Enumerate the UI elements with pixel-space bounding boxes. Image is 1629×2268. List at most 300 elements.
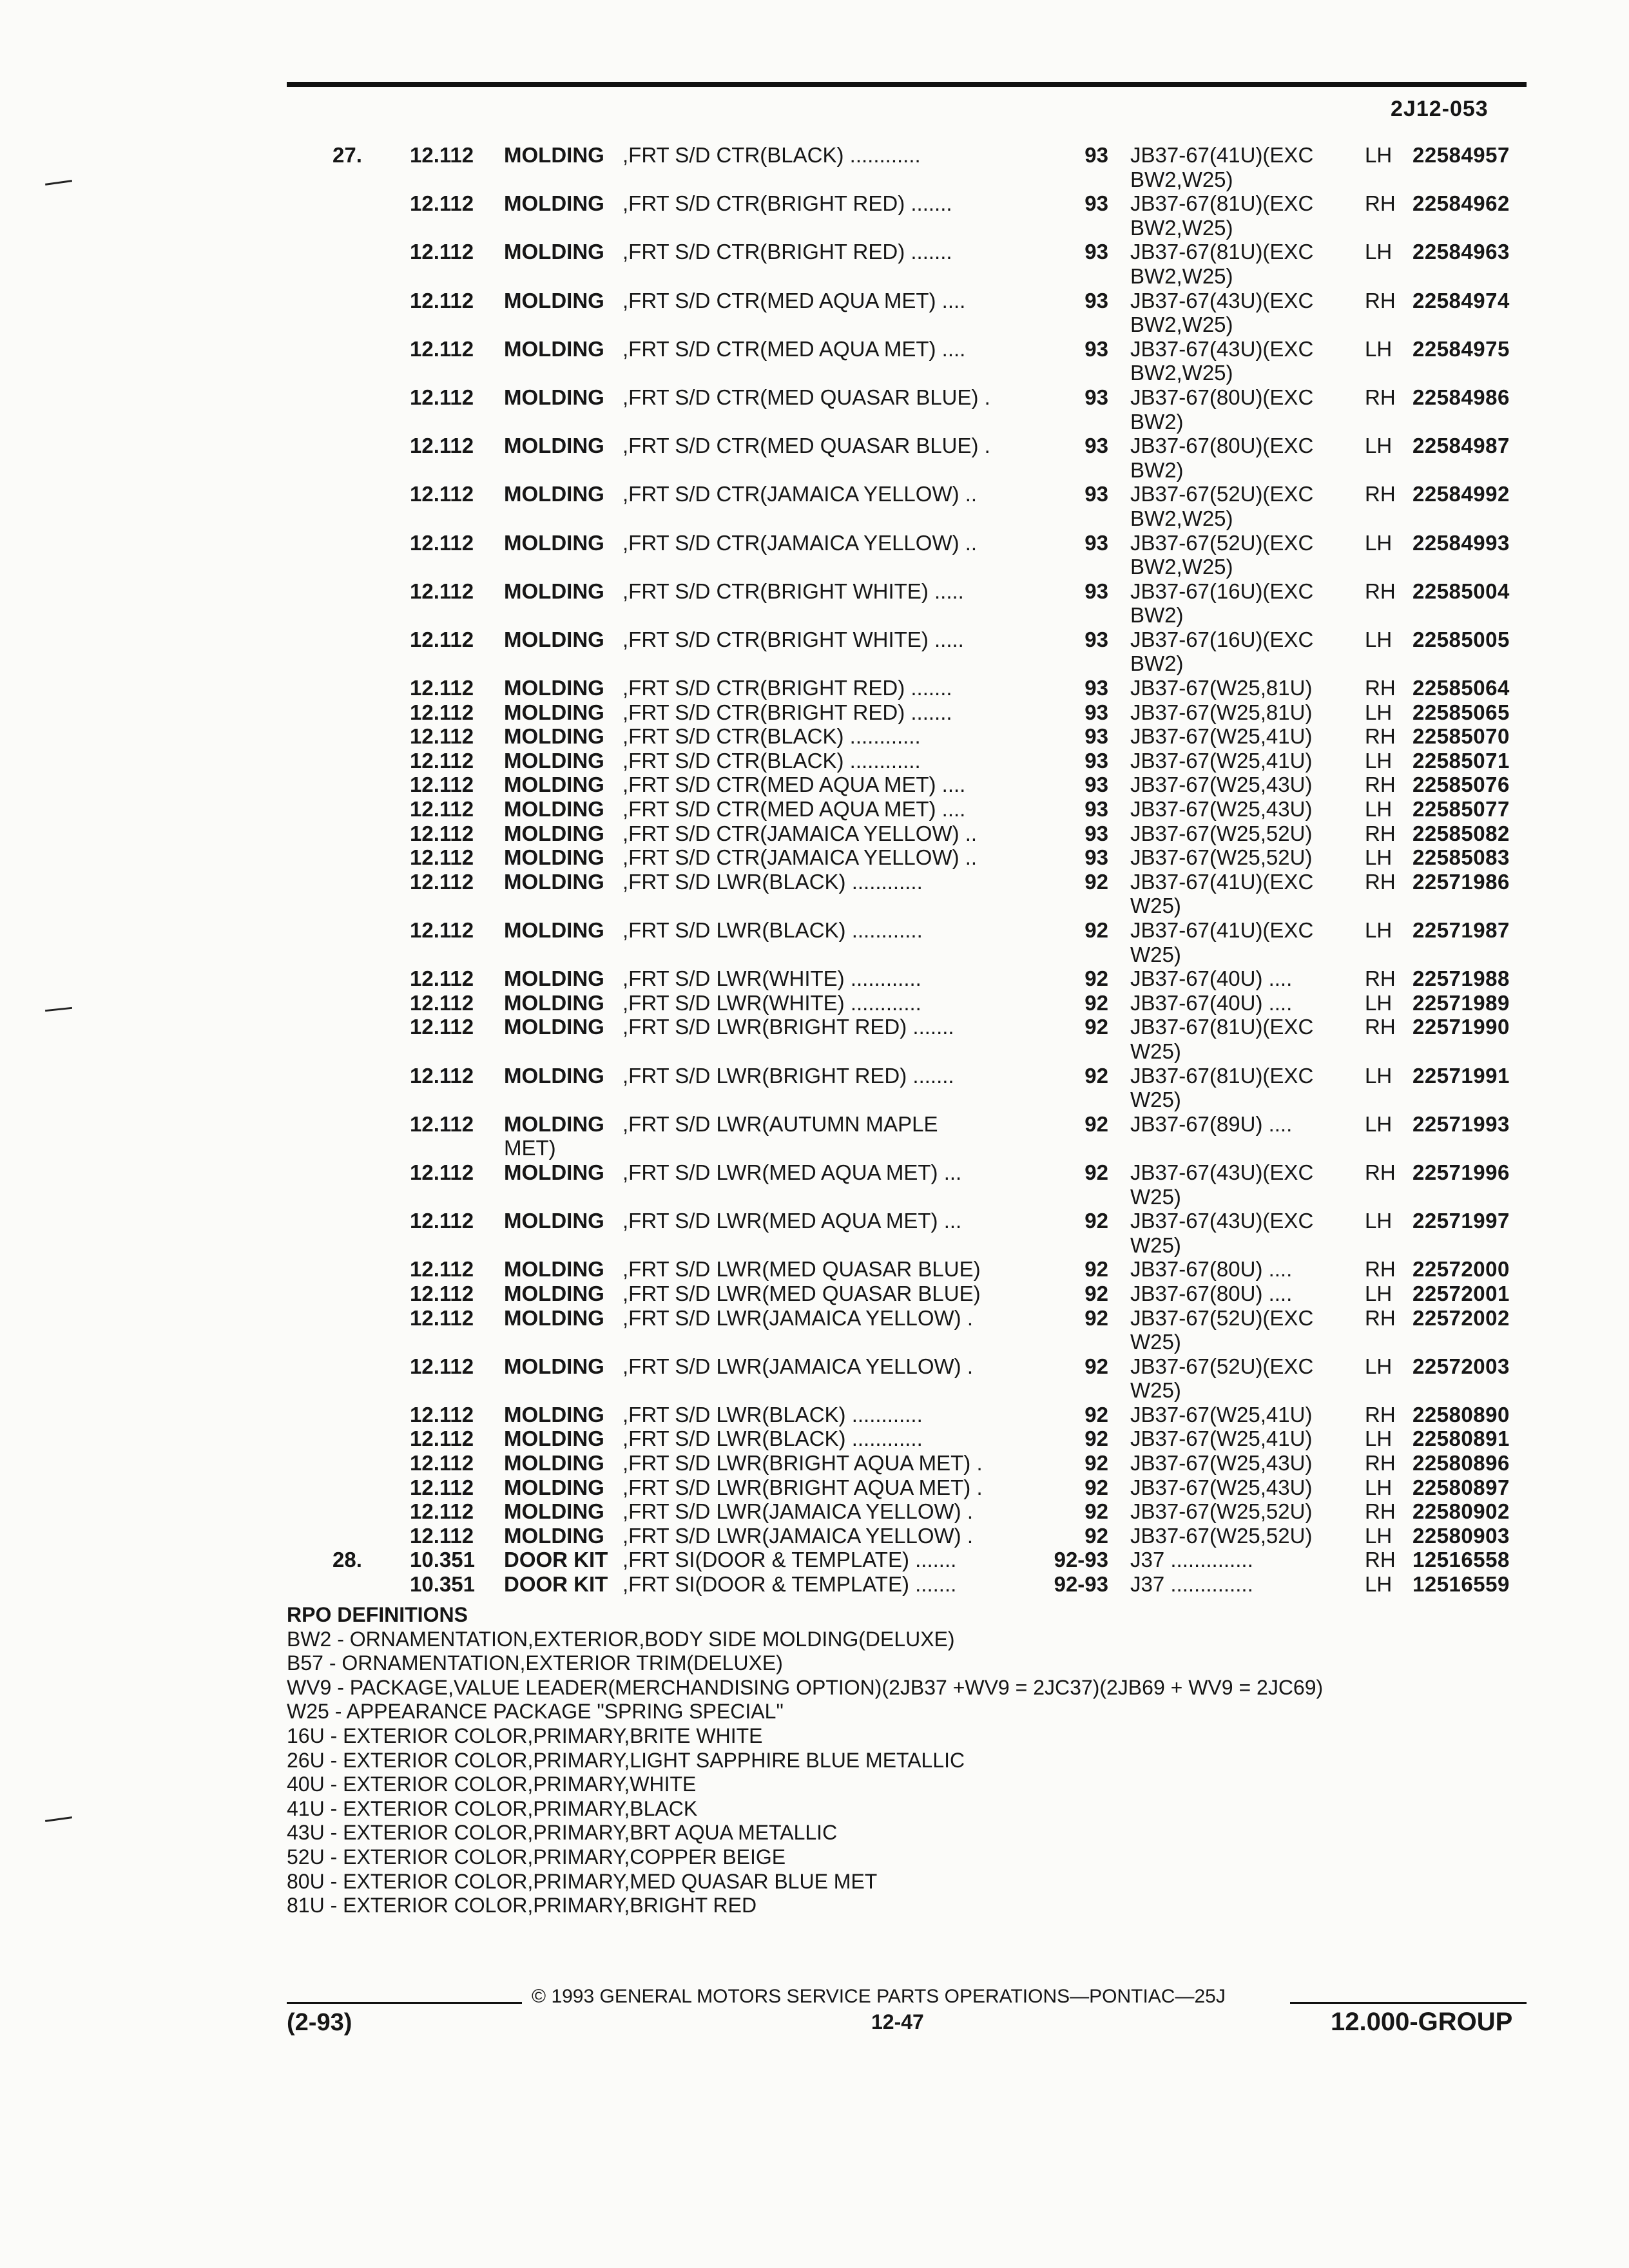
cell-side: LH [1365, 748, 1393, 773]
cell-usage: JB37-67(52U)(EXC [1130, 1305, 1314, 1330]
cell-group: 10.351 [410, 1548, 475, 1572]
cell-group: 12.112 [410, 434, 474, 458]
scan-mark [45, 1816, 72, 1822]
table-row [0, 1257, 1629, 1282]
cell-group: 12.112 [410, 530, 474, 555]
cell-group: 12.112 [410, 1402, 474, 1427]
cell-usage: JB37-67(W25,52U) [1130, 821, 1313, 845]
cell-usage: JB37-67(80U)(EXC [1130, 385, 1314, 409]
cell-side: LH [1365, 143, 1393, 167]
cell-name: MOLDING [504, 869, 604, 894]
cell-side: RH [1365, 1499, 1396, 1524]
cell-name: MOLDING [504, 1209, 604, 1233]
table-row [0, 191, 1629, 240]
table-row [0, 1209, 1629, 1257]
cell-desc: ,FRT S/D LWR(BRIGHT AQUA MET) . [622, 1475, 983, 1499]
cell-usage-continued: BW2,W25) [1130, 555, 1233, 579]
rpo-line: 41U - EXTERIOR COLOR,PRIMARY,BLACK [287, 1796, 698, 1820]
cell-desc: ,FRT S/D LWR(AUTUMN MAPLE [622, 1111, 938, 1136]
rpo-definitions [287, 1603, 1323, 1918]
cell-name: MOLDING [504, 748, 604, 773]
cell-part: 22585071 [1412, 748, 1510, 773]
table-row [0, 1403, 1629, 1427]
cell-year: 93 [1084, 845, 1108, 870]
rpo-line: 26U - EXTERIOR COLOR,PRIMARY,LIGHT SAPPHIRE BLUE METALLIC [287, 1748, 965, 1772]
cell-desc: ,FRT S/D CTR(MED AQUA MET) .... [622, 797, 966, 822]
cell-group: 12.112 [410, 1451, 474, 1475]
cell-desc: ,FRT SI(DOOR & TEMPLATE) ....... [622, 1572, 957, 1597]
cell-part: 22584993 [1412, 530, 1510, 555]
cell-group: 12.112 [410, 990, 474, 1015]
cell-name: MOLDING [504, 724, 604, 749]
cell-name: MOLDING [504, 336, 604, 361]
cell-part: 22572002 [1412, 1305, 1510, 1330]
cell-name: MOLDING [504, 797, 604, 822]
cell-desc-continued: MET) [504, 1136, 556, 1160]
cell-name: MOLDING [504, 1475, 604, 1499]
cell-usage: JB37-67(81U)(EXC [1130, 240, 1314, 264]
cell-year: 92 [1084, 1305, 1108, 1330]
cell-group: 12.112 [410, 1015, 474, 1039]
cell-usage: JB37-67(40U) .... [1130, 990, 1293, 1015]
cell-usage: JB37-67(43U)(EXC [1130, 336, 1314, 361]
table-row [0, 1160, 1629, 1209]
cell-year: 93 [1084, 240, 1108, 264]
cell-desc: ,FRT S/D CTR(BRIGHT RED) ....... [622, 700, 952, 724]
cell-usage-continued: W25) [1130, 894, 1181, 918]
table-row [0, 1064, 1629, 1112]
table-row [0, 240, 1629, 288]
cell-part: 22571988 [1412, 966, 1510, 991]
cell-desc: ,FRT S/D LWR(BRIGHT AQUA MET) . [622, 1451, 983, 1475]
cell-group: 12.112 [410, 1523, 474, 1548]
cell-desc: ,FRT S/D LWR(MED QUASAR BLUE) [622, 1257, 981, 1282]
cell-name: MOLDING [504, 627, 604, 651]
cell-year: 92 [1084, 1015, 1108, 1039]
cell-group: 12.112 [410, 918, 474, 942]
cell-usage: JB37-67(41U)(EXC [1130, 918, 1314, 942]
cell-year: 93 [1084, 288, 1108, 312]
table-row [0, 1112, 1629, 1160]
cell-side: RH [1365, 1548, 1396, 1572]
cell-group: 12.112 [410, 821, 474, 845]
cell-part: 22585082 [1412, 821, 1510, 845]
cell-name: MOLDING [504, 1523, 604, 1548]
cell-year: 92 [1084, 1063, 1108, 1088]
cell-group: 12.112 [410, 676, 474, 700]
cell-year: 92 [1084, 869, 1108, 894]
cell-side: LH [1365, 990, 1393, 1015]
cell-part: 22580890 [1412, 1402, 1510, 1427]
cell-item: 28. [333, 1548, 362, 1572]
cell-group: 12.112 [410, 143, 474, 167]
cell-usage: JB37-67(81U)(EXC [1130, 1015, 1314, 1039]
cell-part: 22572001 [1412, 1281, 1510, 1305]
cell-usage: JB37-67(43U)(EXC [1130, 1209, 1314, 1233]
cell-usage: J37 .............. [1130, 1548, 1253, 1572]
cell-usage: JB37-67(43U)(EXC [1130, 1160, 1314, 1184]
cell-side: RH [1365, 288, 1396, 312]
cell-desc: ,FRT S/D CTR(JAMAICA YELLOW) .. [622, 482, 978, 506]
cell-name: MOLDING [504, 845, 604, 870]
cell-year: 93 [1084, 385, 1108, 409]
cell-side: RH [1365, 1305, 1396, 1330]
cell-usage: JB37-67(W25,43U) [1130, 773, 1313, 797]
cell-name: MOLDING [504, 1160, 604, 1184]
cell-group: 12.112 [410, 1257, 474, 1282]
cell-part: 22572003 [1412, 1354, 1510, 1378]
cell-name: MOLDING [504, 530, 604, 555]
cell-side: LH [1365, 627, 1393, 651]
cell-year: 92 [1084, 1209, 1108, 1233]
cell-group: 12.112 [410, 385, 474, 409]
cell-side: LH [1365, 1523, 1393, 1548]
table-row [0, 1451, 1629, 1475]
cell-desc: ,FRT S/D LWR(WHITE) ............ [622, 966, 921, 991]
cell-group: 12.112 [410, 1354, 474, 1378]
table-row [0, 1524, 1629, 1548]
cell-part: 22585077 [1412, 797, 1510, 822]
cell-year: 92 [1084, 1111, 1108, 1136]
cell-group: 12.112 [410, 240, 474, 264]
cell-desc: ,FRT S/D LWR(WHITE) ............ [622, 990, 921, 1015]
cell-part: 22584963 [1412, 240, 1510, 264]
cell-part: 22571987 [1412, 918, 1510, 942]
cell-part: 22585004 [1412, 579, 1510, 603]
cell-usage: JB37-67(W25,52U) [1130, 845, 1313, 870]
cell-side: LH [1365, 845, 1393, 870]
table-row [0, 1354, 1629, 1403]
cell-name: DOOR KIT [504, 1572, 608, 1597]
cell-group: 12.112 [410, 579, 474, 603]
cell-name: MOLDING [504, 385, 604, 409]
cell-desc: ,FRT S/D CTR(MED AQUA MET) .... [622, 336, 966, 361]
cell-side: LH [1365, 1209, 1393, 1233]
cell-usage: JB37-67(W25,41U) [1130, 1427, 1313, 1451]
cell-part: 22571990 [1412, 1015, 1510, 1039]
cell-part: 22585064 [1412, 676, 1510, 700]
cell-name: MOLDING [504, 700, 604, 724]
cell-name: MOLDING [504, 1015, 604, 1039]
cell-part: 22585070 [1412, 724, 1510, 749]
table-row [0, 870, 1629, 918]
table-row [0, 749, 1629, 773]
cell-year: 93 [1084, 773, 1108, 797]
cell-part: 22571991 [1412, 1063, 1510, 1088]
cell-usage: JB37-67(52U)(EXC [1130, 482, 1314, 506]
cell-name: MOLDING [504, 773, 604, 797]
rpo-title: RPO DEFINITIONS [287, 1603, 468, 1626]
rpo-line: B57 - ORNAMENTATION,EXTERIOR TRIM(DELUXE) [287, 1651, 783, 1675]
cell-usage: JB37-67(W25,41U) [1130, 1402, 1313, 1427]
cell-part: 22571996 [1412, 1160, 1510, 1184]
cell-desc: ,FRT S/D LWR(MED AQUA MET) ... [622, 1209, 962, 1233]
cell-group: 12.112 [410, 724, 474, 749]
cell-usage-continued: W25) [1130, 1330, 1181, 1354]
cell-desc: ,FRT S/D LWR(JAMAICA YELLOW) . [622, 1305, 973, 1330]
cell-side: LH [1365, 336, 1393, 361]
cell-side: RH [1365, 385, 1396, 409]
cell-group: 12.112 [410, 627, 474, 651]
cell-usage-continued: BW2) [1130, 651, 1184, 676]
cell-desc: ,FRT S/D LWR(BRIGHT RED) ....... [622, 1015, 954, 1039]
cell-name: MOLDING [504, 1063, 604, 1088]
cell-year: 93 [1084, 724, 1108, 749]
cell-part: 22584992 [1412, 482, 1510, 506]
cell-desc: ,FRT S/D CTR(MED AQUA MET) .... [622, 773, 966, 797]
parts-table [0, 143, 1629, 1597]
cell-side: RH [1365, 869, 1396, 894]
cell-year: 93 [1084, 821, 1108, 845]
footer-rule-left [287, 2002, 522, 2004]
rpo-line: 81U - EXTERIOR COLOR,PRIMARY,BRIGHT RED [287, 1894, 757, 1917]
cell-part: 22571993 [1412, 1111, 1510, 1136]
cell-usage: JB37-67(89U) .... [1130, 1111, 1293, 1136]
cell-desc: ,FRT S/D CTR(BRIGHT RED) ....... [622, 240, 952, 264]
cell-name: MOLDING [504, 143, 604, 167]
cell-year: 93 [1084, 627, 1108, 651]
cell-part: 22584957 [1412, 143, 1510, 167]
cell-group: 12.112 [410, 1499, 474, 1524]
table-row [0, 628, 1629, 676]
cell-group: 12.112 [410, 1111, 474, 1136]
rpo-line: W25 - APPEARANCE PACKAGE "SPRING SPECIAL" [287, 1700, 784, 1724]
cell-usage: JB37-67(W25,41U) [1130, 748, 1313, 773]
cell-year: 93 [1084, 748, 1108, 773]
table-row [0, 991, 1629, 1015]
cell-usage: JB37-67(W25,43U) [1130, 1475, 1313, 1499]
cell-usage: JB37-67(52U)(EXC [1130, 530, 1314, 555]
cell-year: 93 [1084, 797, 1108, 822]
cell-usage-continued: BW2,W25) [1130, 506, 1233, 530]
cell-usage: JB37-67(16U)(EXC [1130, 579, 1314, 603]
table-row [0, 289, 1629, 337]
cell-usage: JB37-67(W25,41U) [1130, 724, 1313, 749]
cell-year: 93 [1084, 191, 1108, 216]
cell-usage: JB37-67(W25,81U) [1130, 700, 1313, 724]
cell-year: 93 [1084, 482, 1108, 506]
cell-desc: ,FRT S/D CTR(BRIGHT WHITE) ..... [622, 627, 964, 651]
cell-year: 93 [1084, 700, 1108, 724]
table-row [0, 531, 1629, 579]
rpo-line: 80U - EXTERIOR COLOR,PRIMARY,MED QUASAR BLUE MET [287, 1869, 878, 1893]
cell-name: MOLDING [504, 1111, 604, 1136]
cell-part: 22584986 [1412, 385, 1510, 409]
cell-name: DOOR KIT [504, 1548, 608, 1572]
table-row [0, 773, 1629, 797]
cell-name: MOLDING [504, 1427, 604, 1451]
cell-desc: ,FRT S/D CTR(BRIGHT RED) ....... [622, 191, 952, 216]
cell-desc: ,FRT S/D CTR(BRIGHT RED) ....... [622, 676, 952, 700]
cell-name: MOLDING [504, 1451, 604, 1475]
table-row [0, 1306, 1629, 1354]
cell-group: 12.112 [410, 966, 474, 991]
cell-name: MOLDING [504, 1257, 604, 1282]
cell-part: 12516559 [1412, 1572, 1510, 1597]
cell-year: 92 [1084, 1160, 1108, 1184]
table-row [0, 676, 1629, 700]
cell-usage: JB37-67(W25,52U) [1130, 1523, 1313, 1548]
cell-year: 92 [1084, 1475, 1108, 1499]
cell-name: MOLDING [504, 1305, 604, 1330]
table-row [0, 1427, 1629, 1451]
cell-usage-continued: W25) [1130, 1184, 1181, 1209]
cell-part: 22580896 [1412, 1451, 1510, 1475]
cell-side: RH [1365, 579, 1396, 603]
cell-name: MOLDING [504, 918, 604, 942]
cell-year: 92 [1084, 1402, 1108, 1427]
cell-part: 22585083 [1412, 845, 1510, 870]
table-row [0, 337, 1629, 385]
cell-usage-continued: BW2,W25) [1130, 361, 1233, 385]
cell-desc: ,FRT SI(DOOR & TEMPLATE) ....... [622, 1548, 957, 1572]
cell-usage: JB37-67(81U)(EXC [1130, 1063, 1314, 1088]
cell-usage-continued: BW2) [1130, 409, 1184, 434]
cell-year: 93 [1084, 336, 1108, 361]
cell-name: MOLDING [504, 821, 604, 845]
cell-year: 93 [1084, 143, 1108, 167]
cell-name: MOLDING [504, 1354, 604, 1378]
cell-desc: ,FRT S/D LWR(JAMAICA YELLOW) . [622, 1499, 973, 1524]
cell-name: MOLDING [504, 434, 604, 458]
cell-part: 22585065 [1412, 700, 1510, 724]
cell-usage: JB37-67(W25,52U) [1130, 1499, 1313, 1524]
table-row [0, 385, 1629, 434]
cell-part: 22580897 [1412, 1475, 1510, 1499]
cell-desc: ,FRT S/D LWR(MED AQUA MET) ... [622, 1160, 962, 1184]
cell-year: 92-93 [1054, 1572, 1108, 1597]
cell-group: 12.112 [410, 1281, 474, 1305]
cell-part: 22584974 [1412, 288, 1510, 312]
page-code: 2J12-053 [1391, 97, 1489, 121]
rpo-line: 16U - EXTERIOR COLOR,PRIMARY,BRITE WHITE [287, 1724, 763, 1747]
cell-usage: JB37-67(41U)(EXC [1130, 869, 1314, 894]
cell-usage-continued: BW2) [1130, 603, 1184, 628]
rpo-line: 40U - EXTERIOR COLOR,PRIMARY,WHITE [287, 1773, 697, 1796]
cell-group: 12.112 [410, 336, 474, 361]
cell-side: LH [1365, 1063, 1393, 1088]
cell-year: 93 [1084, 434, 1108, 458]
cell-year: 92 [1084, 918, 1108, 942]
cell-usage-continued: BW2,W25) [1130, 312, 1233, 337]
cell-usage-continued: W25) [1130, 1039, 1181, 1063]
cell-usage: JB37-67(52U)(EXC [1130, 1354, 1314, 1378]
cell-group: 12.112 [410, 748, 474, 773]
cell-side: RH [1365, 482, 1396, 506]
cell-desc: ,FRT S/D CTR(JAMAICA YELLOW) .. [622, 845, 978, 870]
cell-side: LH [1365, 1354, 1393, 1378]
rpo-line: 52U - EXTERIOR COLOR,PRIMARY,COPPER BEIGE [287, 1845, 786, 1869]
rpo-list [287, 1628, 1323, 1918]
cell-year: 92 [1084, 966, 1108, 991]
cell-name: MOLDING [504, 482, 604, 506]
cell-usage-continued: W25) [1130, 1378, 1181, 1403]
cell-year: 92 [1084, 990, 1108, 1015]
cell-group: 12.112 [410, 1209, 474, 1233]
table-row [0, 1499, 1629, 1524]
cell-side: RH [1365, 724, 1396, 749]
cell-group: 12.112 [410, 845, 474, 870]
rpo-line: BW2 - ORNAMENTATION,EXTERIOR,BODY SIDE MOLDING(DELUXE) [287, 1627, 955, 1651]
cell-side: RH [1365, 1160, 1396, 1184]
cell-group: 12.112 [410, 288, 474, 312]
cell-desc: ,FRT S/D CTR(BRIGHT WHITE) ..... [622, 579, 964, 603]
cell-name: MOLDING [504, 1281, 604, 1305]
cell-desc: ,FRT S/D CTR(BLACK) ............ [622, 724, 921, 749]
cell-name: MOLDING [504, 191, 604, 216]
cell-side: LH [1365, 1427, 1393, 1451]
cell-desc: ,FRT S/D CTR(BLACK) ............ [622, 143, 921, 167]
cell-side: LH [1365, 1281, 1393, 1305]
cell-side: LH [1365, 700, 1393, 724]
table-row [0, 822, 1629, 846]
cell-desc: ,FRT S/D LWR(JAMAICA YELLOW) . [622, 1523, 973, 1548]
table-row [0, 1475, 1629, 1500]
table-row [0, 482, 1629, 530]
cell-year: 93 [1084, 579, 1108, 603]
cell-name: MOLDING [504, 1499, 604, 1524]
cell-usage: J37 .............. [1130, 1572, 1253, 1597]
cell-side: LH [1365, 530, 1393, 555]
cell-side: RH [1365, 191, 1396, 216]
cell-usage: JB37-67(80U)(EXC [1130, 434, 1314, 458]
cell-group: 12.112 [410, 797, 474, 822]
cell-desc: ,FRT S/D CTR(MED AQUA MET) .... [622, 288, 966, 312]
table-row [0, 797, 1629, 822]
cell-group: 10.351 [410, 1572, 475, 1597]
cell-part: 22584987 [1412, 434, 1510, 458]
table-row [0, 143, 1629, 191]
cell-group: 12.112 [410, 1305, 474, 1330]
cell-group: 12.112 [410, 1160, 474, 1184]
cell-part: 22580902 [1412, 1499, 1510, 1524]
cell-side: LH [1365, 797, 1393, 822]
cell-desc: ,FRT S/D CTR(MED QUASAR BLUE) . [622, 385, 990, 409]
table-row [0, 1548, 1629, 1572]
cell-desc: ,FRT S/D CTR(JAMAICA YELLOW) .. [622, 530, 978, 555]
rpo-line: 43U - EXTERIOR COLOR,PRIMARY,BRT AQUA METALLIC [287, 1821, 838, 1845]
cell-usage: JB37-67(40U) .... [1130, 966, 1293, 991]
cell-usage: JB37-67(81U)(EXC [1130, 191, 1314, 216]
table-row [0, 434, 1629, 482]
footer-date: (2-93) [287, 2009, 352, 2036]
table-row [0, 700, 1629, 725]
cell-part: 22584962 [1412, 191, 1510, 216]
cell-part: 22571989 [1412, 990, 1510, 1015]
cell-year: 92 [1084, 1451, 1108, 1475]
cell-part: 22584975 [1412, 336, 1510, 361]
cell-side: LH [1365, 1475, 1393, 1499]
cell-part: 22580891 [1412, 1427, 1510, 1451]
cell-side: LH [1365, 240, 1393, 264]
cell-desc: ,FRT S/D LWR(BLACK) ............ [622, 1402, 923, 1427]
cell-part: 12516558 [1412, 1548, 1510, 1572]
cell-side: RH [1365, 1402, 1396, 1427]
cell-side: RH [1365, 676, 1396, 700]
cell-year: 92 [1084, 1257, 1108, 1282]
cell-desc: ,FRT S/D LWR(MED QUASAR BLUE) [622, 1281, 981, 1305]
footer-copyright: © 1993 GENERAL MOTORS SERVICE PARTS OPERATIONS—PONTIAC—25J [532, 1986, 1226, 2007]
top-rule [287, 82, 1527, 87]
cell-year: 92 [1084, 1523, 1108, 1548]
cell-name: MOLDING [504, 288, 604, 312]
cell-usage: JB37-67(43U)(EXC [1130, 288, 1314, 312]
footer-group: 12.000-GROUP [1331, 2008, 1513, 2036]
cell-side: LH [1365, 434, 1393, 458]
cell-name: MOLDING [504, 966, 604, 991]
cell-side: RH [1365, 1257, 1396, 1282]
cell-usage: JB37-67(W25,81U) [1130, 676, 1313, 700]
